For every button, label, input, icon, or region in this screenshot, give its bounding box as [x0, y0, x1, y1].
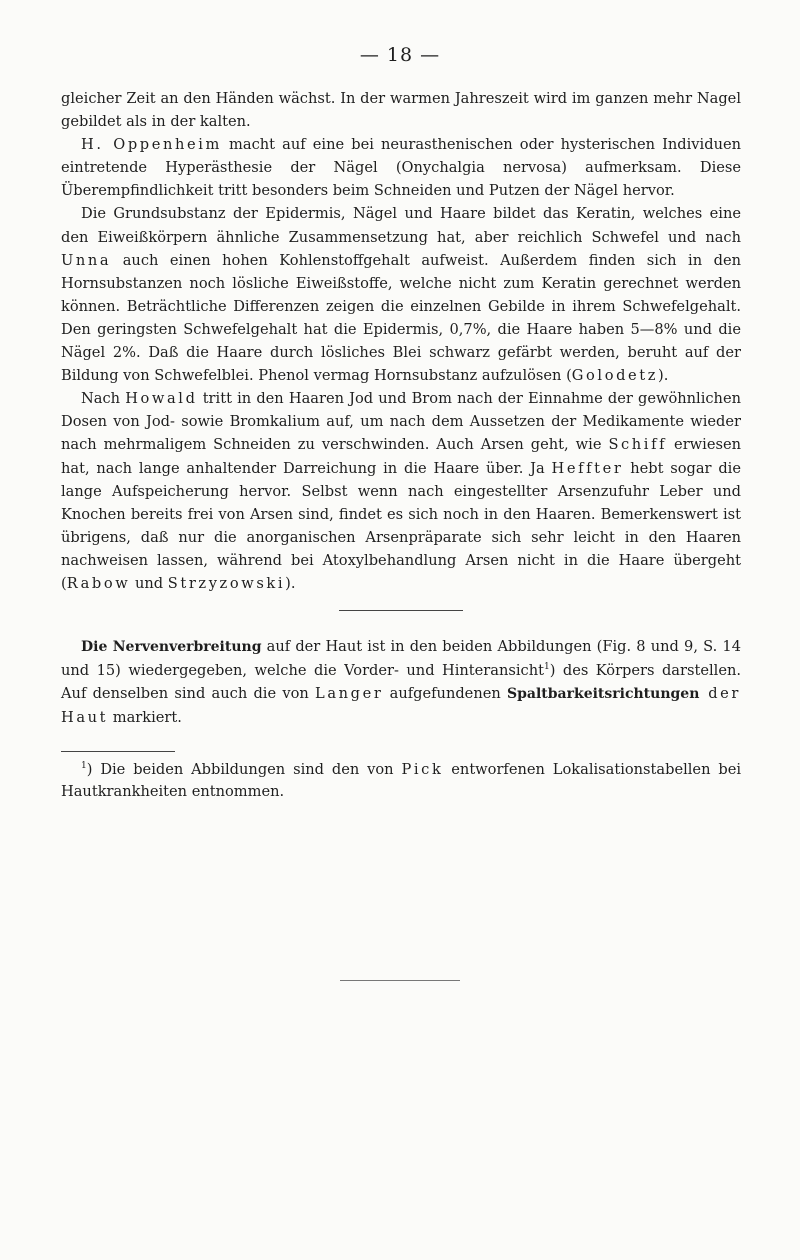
section-paragraph	[61, 635, 741, 729]
author-name: Langer	[315, 685, 384, 703]
paragraph-text: markiert.	[108, 709, 182, 727]
footnote-text	[61, 759, 741, 803]
paragraph-text: ) des Körpers darstellen. Auf denselben sind auch die von	[61, 662, 741, 703]
paragraph-text: hebt sogar die lange Aufspeicherung hervor. Selbst wenn nach eingestellter Arsenzufuhr Leber und Knochen bereits frei von Arsen sind, findet es sich noch in den Haaren. Bemerkenswert ist übrigens, daß nur die anorganischen Arsenpräparate sich sehr leicht in den Haaren nachweisen lassen, während bei Atoxylbehandlung Arsen nicht in die Haare übergeht (	[61, 459, 741, 592]
bold-term: Spaltbarkeitsrichtungen	[507, 686, 700, 703]
author-name: Unna	[61, 251, 112, 269]
paragraph-text: erwiesen hat, nach lange anhaltender Darreichung in die Haare über. Ja	[61, 436, 741, 477]
footnote-mark: 1	[81, 761, 87, 772]
paragraph-text: entworfenen Lokalisationstabellen bei Hautkrankheiten entnommen.	[61, 761, 742, 801]
spaced-word: der	[699, 685, 741, 703]
paragraph-text: macht auf eine bei neurasthenischen oder hysterischen Individuen eintretende Hyperästhesie der Nägel (Onychalgia nervosa) aufmerksam. Diese Überempfindlichkeit tritt besonders beim Schneiden und Putzen der Nägel hervor.	[61, 136, 741, 200]
paragraph-text: und	[130, 574, 168, 592]
section-divider	[339, 610, 463, 611]
footnote-divider	[61, 751, 175, 752]
author-name: H. Oppenheim	[81, 136, 222, 154]
page-number: — 18 —	[359, 44, 441, 66]
paragraph-4	[61, 387, 741, 595]
bold-term: Die Nervenverbreitung	[81, 639, 262, 656]
paragraph-text: tritt in den Haaren Jod und Brom nach der Einnahme der gewöhnlichen Dosen von Jod- sowie Bromkalium auf, um nach dem Aussetzen der Medikamente wieder nach mehrmaligem Schneiden zu verschwinden. Auch Arsen geht, wie	[61, 390, 741, 454]
end-divider	[340, 980, 460, 981]
author-name: Schiff	[608, 436, 668, 454]
footnote	[61, 759, 741, 803]
paragraph-text: ).	[285, 574, 296, 592]
author-name: Heffter	[551, 459, 624, 477]
paragraph-text: ).	[658, 367, 669, 385]
author-name: Howald	[125, 390, 198, 408]
paragraph-text: Nach	[81, 390, 126, 408]
author-name: Pick	[401, 761, 444, 779]
spaced-word: Haut	[61, 709, 109, 727]
paragraph-1: gleicher Zeit an den Händen wächst. In der warmen Jahreszeit wird im ganzen mehr Nagel gebildet als in der kalten.	[61, 90, 741, 131]
author-name: Golodetz	[571, 367, 659, 385]
paragraph-text: ) Die beiden Abbildungen sind den von	[86, 761, 402, 779]
paragraph-text: aufgefundenen	[383, 685, 508, 703]
paragraph-text: auch einen hohen Kohlenstoffgehalt aufweist. Außerdem finden sich in den Hornsubstanzen noch lösliche Eiweißstoffe, welche nicht zum Keratin gerechnet werden können. Beträchtliche Differenzen zeigen die einzelnen Gebilde in ihrem Schwefelgehalt. Den geringsten Schwefelgehalt hat die Epidermis, 0,7%, die Haare haben 5—8% und die Nägel 2%. Daß die Haare durch lösliches Blei schwarz gefärbt werden, beruht auf der Bildung von Schwefelblei. Phenol vermag Hornsubstanz aufzulösen (	[61, 251, 741, 385]
paragraph-2	[61, 133, 741, 202]
paragraph-text: auf der Haut ist in den beiden Abbildungen (Fig. 8 und 9, S. 14 und 15) wiedergegeben, welche die Vorder- und Hinteransicht	[61, 638, 741, 680]
footnote-reference: 1	[543, 662, 550, 673]
main-text-block	[61, 87, 741, 803]
paragraph-text: Die Grundsubstanz der Epidermis, Nägel und Haare bildet das Keratin, welches eine den Eiweißkörpern ähnliche Zusammensetzung hat, aber reichlich Schwefel und nach	[61, 205, 741, 246]
paragraph-3	[61, 202, 741, 387]
author-name: Strzyzowski	[167, 574, 286, 592]
author-name: Rabow	[66, 574, 131, 592]
